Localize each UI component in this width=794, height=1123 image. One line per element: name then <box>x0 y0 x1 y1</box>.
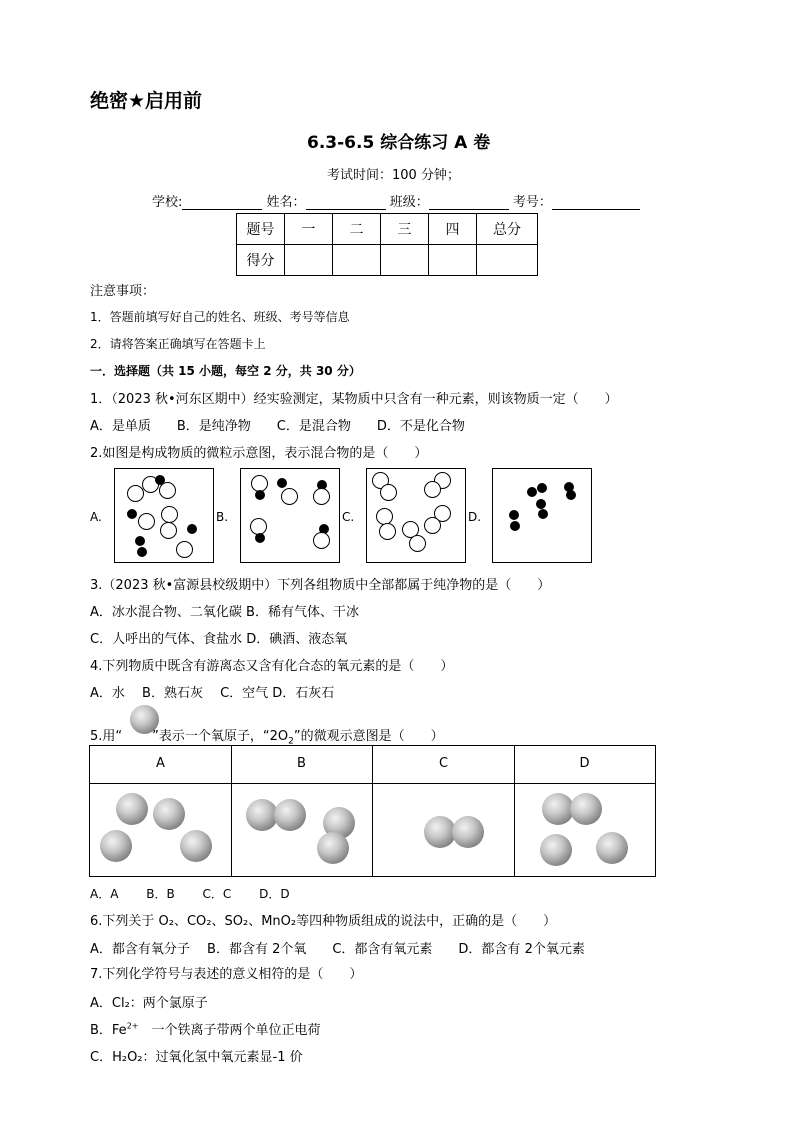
notes-title: 注意事项： <box>90 284 156 299</box>
score-head-cell: 二 <box>333 214 381 245</box>
question-1-stem: 1．（2023 秋•河东区期中）经实验测定，某物质中只含有一种元素，则该物质一定（ ） <box>90 392 618 407</box>
q5-b-atom <box>274 799 306 831</box>
q2-diagram-c <box>366 468 466 563</box>
question-7-stem: 7.下列化学符号与表述的意义相符的是（ ） <box>90 967 363 982</box>
q2-diagram-a <box>114 468 214 563</box>
name-label: 姓名： <box>266 195 306 210</box>
score-cell[interactable] <box>285 245 333 276</box>
q5-header-d: D <box>579 756 590 771</box>
score-table <box>236 213 538 276</box>
q5-a-atom <box>153 798 185 830</box>
section-title: 一．选择题（共 15 小题，每空 2 分，共 30 分） <box>90 364 361 378</box>
score-head-cell: 总分 <box>477 214 538 245</box>
q2-label-b: B. <box>216 510 229 524</box>
score-head-cell: 四 <box>429 214 477 245</box>
q2-label-a: A. <box>90 510 102 524</box>
q5-a-atom <box>116 793 148 825</box>
q5-d-atom <box>570 793 602 825</box>
q5-c-atom <box>452 816 484 848</box>
exam-no-label: 考号： <box>512 195 552 210</box>
q7-b-charge: 2+ <box>126 1021 139 1031</box>
question-6-stem: 6.下列关于 O₂、CO₂、SO₂、MnO₂等四种物质组成的说法中，正确的是（ ） <box>90 914 557 929</box>
q5-d-atom <box>596 832 628 864</box>
question-7-option-c: C．H₂O₂：过氧化氢中氧元素显-1 价 <box>90 1050 303 1065</box>
note-item: 1．答题前填写好自己的姓名、班级、考号等信息 <box>90 310 350 324</box>
question-7-option-b <box>90 1019 321 1038</box>
school-field[interactable] <box>182 195 262 210</box>
info-line <box>152 191 640 210</box>
q5-a-atom <box>180 830 212 862</box>
question-3-stem: 3.（2023 秋•富源县校级期中）下列各组物质中全部都属于纯净物的是（ ） <box>90 578 551 593</box>
q5-option-table <box>89 745 656 877</box>
q5-stem-a: 5.用“ <box>90 729 123 744</box>
score-head-cell: 三 <box>381 214 429 245</box>
class-label: 班级： <box>389 195 429 210</box>
q5-stem-c: ”的微观示意图是（ ） <box>293 729 444 744</box>
q5-a-atom <box>100 830 132 862</box>
question-6-options: A．都含有氧分子 B．都含有 2个氧 C．都含有氧元素 D．都含有 2个氧元素 <box>90 942 585 957</box>
page-title: 6.3-6.5 综合练习 A 卷 <box>307 133 491 153</box>
score-cell[interactable] <box>429 245 477 276</box>
q5-b-atom <box>317 832 349 864</box>
exam-time: 考试时间：100 分钟； <box>327 168 460 183</box>
q5-header-c: C <box>438 756 449 771</box>
q5-stem-sub: 2 <box>288 736 294 747</box>
exam-no-field[interactable] <box>552 195 640 210</box>
q2-label-d: D. <box>468 510 482 524</box>
q5-header-b: B <box>297 756 306 771</box>
question-3-options-cd: C．人呼出的气体、食盐水 D．碘酒、液态氧 <box>90 632 348 647</box>
score-cell[interactable] <box>333 245 381 276</box>
q2-diagram-d <box>492 468 592 563</box>
score-cell[interactable] <box>477 245 538 276</box>
score-head-cell: 一 <box>285 214 333 245</box>
school-label: 学校: <box>152 195 183 210</box>
oxygen-atom-icon <box>130 705 159 734</box>
name-field[interactable] <box>306 195 386 210</box>
score-table-row <box>237 245 538 276</box>
question-3-options-ab: A．冰水混合物、二氧化碳 B．稀有气体、干冰 <box>90 605 359 620</box>
question-4-stem: 4.下列物质中既含有游离态又含有化合态的氧元素的是（ ） <box>90 659 454 674</box>
score-table-header <box>237 214 538 245</box>
question-4-options: A．水 B．熟石灰 C．空气 D．石灰石 <box>90 686 335 701</box>
note-item: 2．请将答案正确填写在答题卡上 <box>90 337 266 351</box>
question-2-stem: 2.如图是构成物质的微粒示意图，表示混合物的是（ ） <box>90 446 428 461</box>
score-cell[interactable] <box>381 245 429 276</box>
q5-d-atom <box>540 834 572 866</box>
q2-label-c: C. <box>342 510 355 524</box>
q5-stem-b: ”表示一个氧原子，“2O <box>152 729 289 744</box>
q2-diagram-b <box>240 468 340 563</box>
question-7-option-a: A．Cl₂：两个氯原子 <box>90 996 208 1011</box>
q7-b-text: 一个铁离子带两个单位正电荷 <box>138 1023 321 1038</box>
question-5-options: A．A B．B C．C D．D <box>90 887 290 901</box>
question-1-options: A．是单质 B．是纯净物 C．是混合物 D．不是化合物 <box>90 419 465 434</box>
q7-b-symbol: B．Fe <box>90 1023 127 1038</box>
score-row-label: 得分 <box>237 245 285 276</box>
class-field[interactable] <box>429 195 509 210</box>
score-head-cell: 题号 <box>237 214 285 245</box>
secret-label: 绝密★启用前 <box>90 90 203 112</box>
q5-header-a: A <box>156 756 165 771</box>
